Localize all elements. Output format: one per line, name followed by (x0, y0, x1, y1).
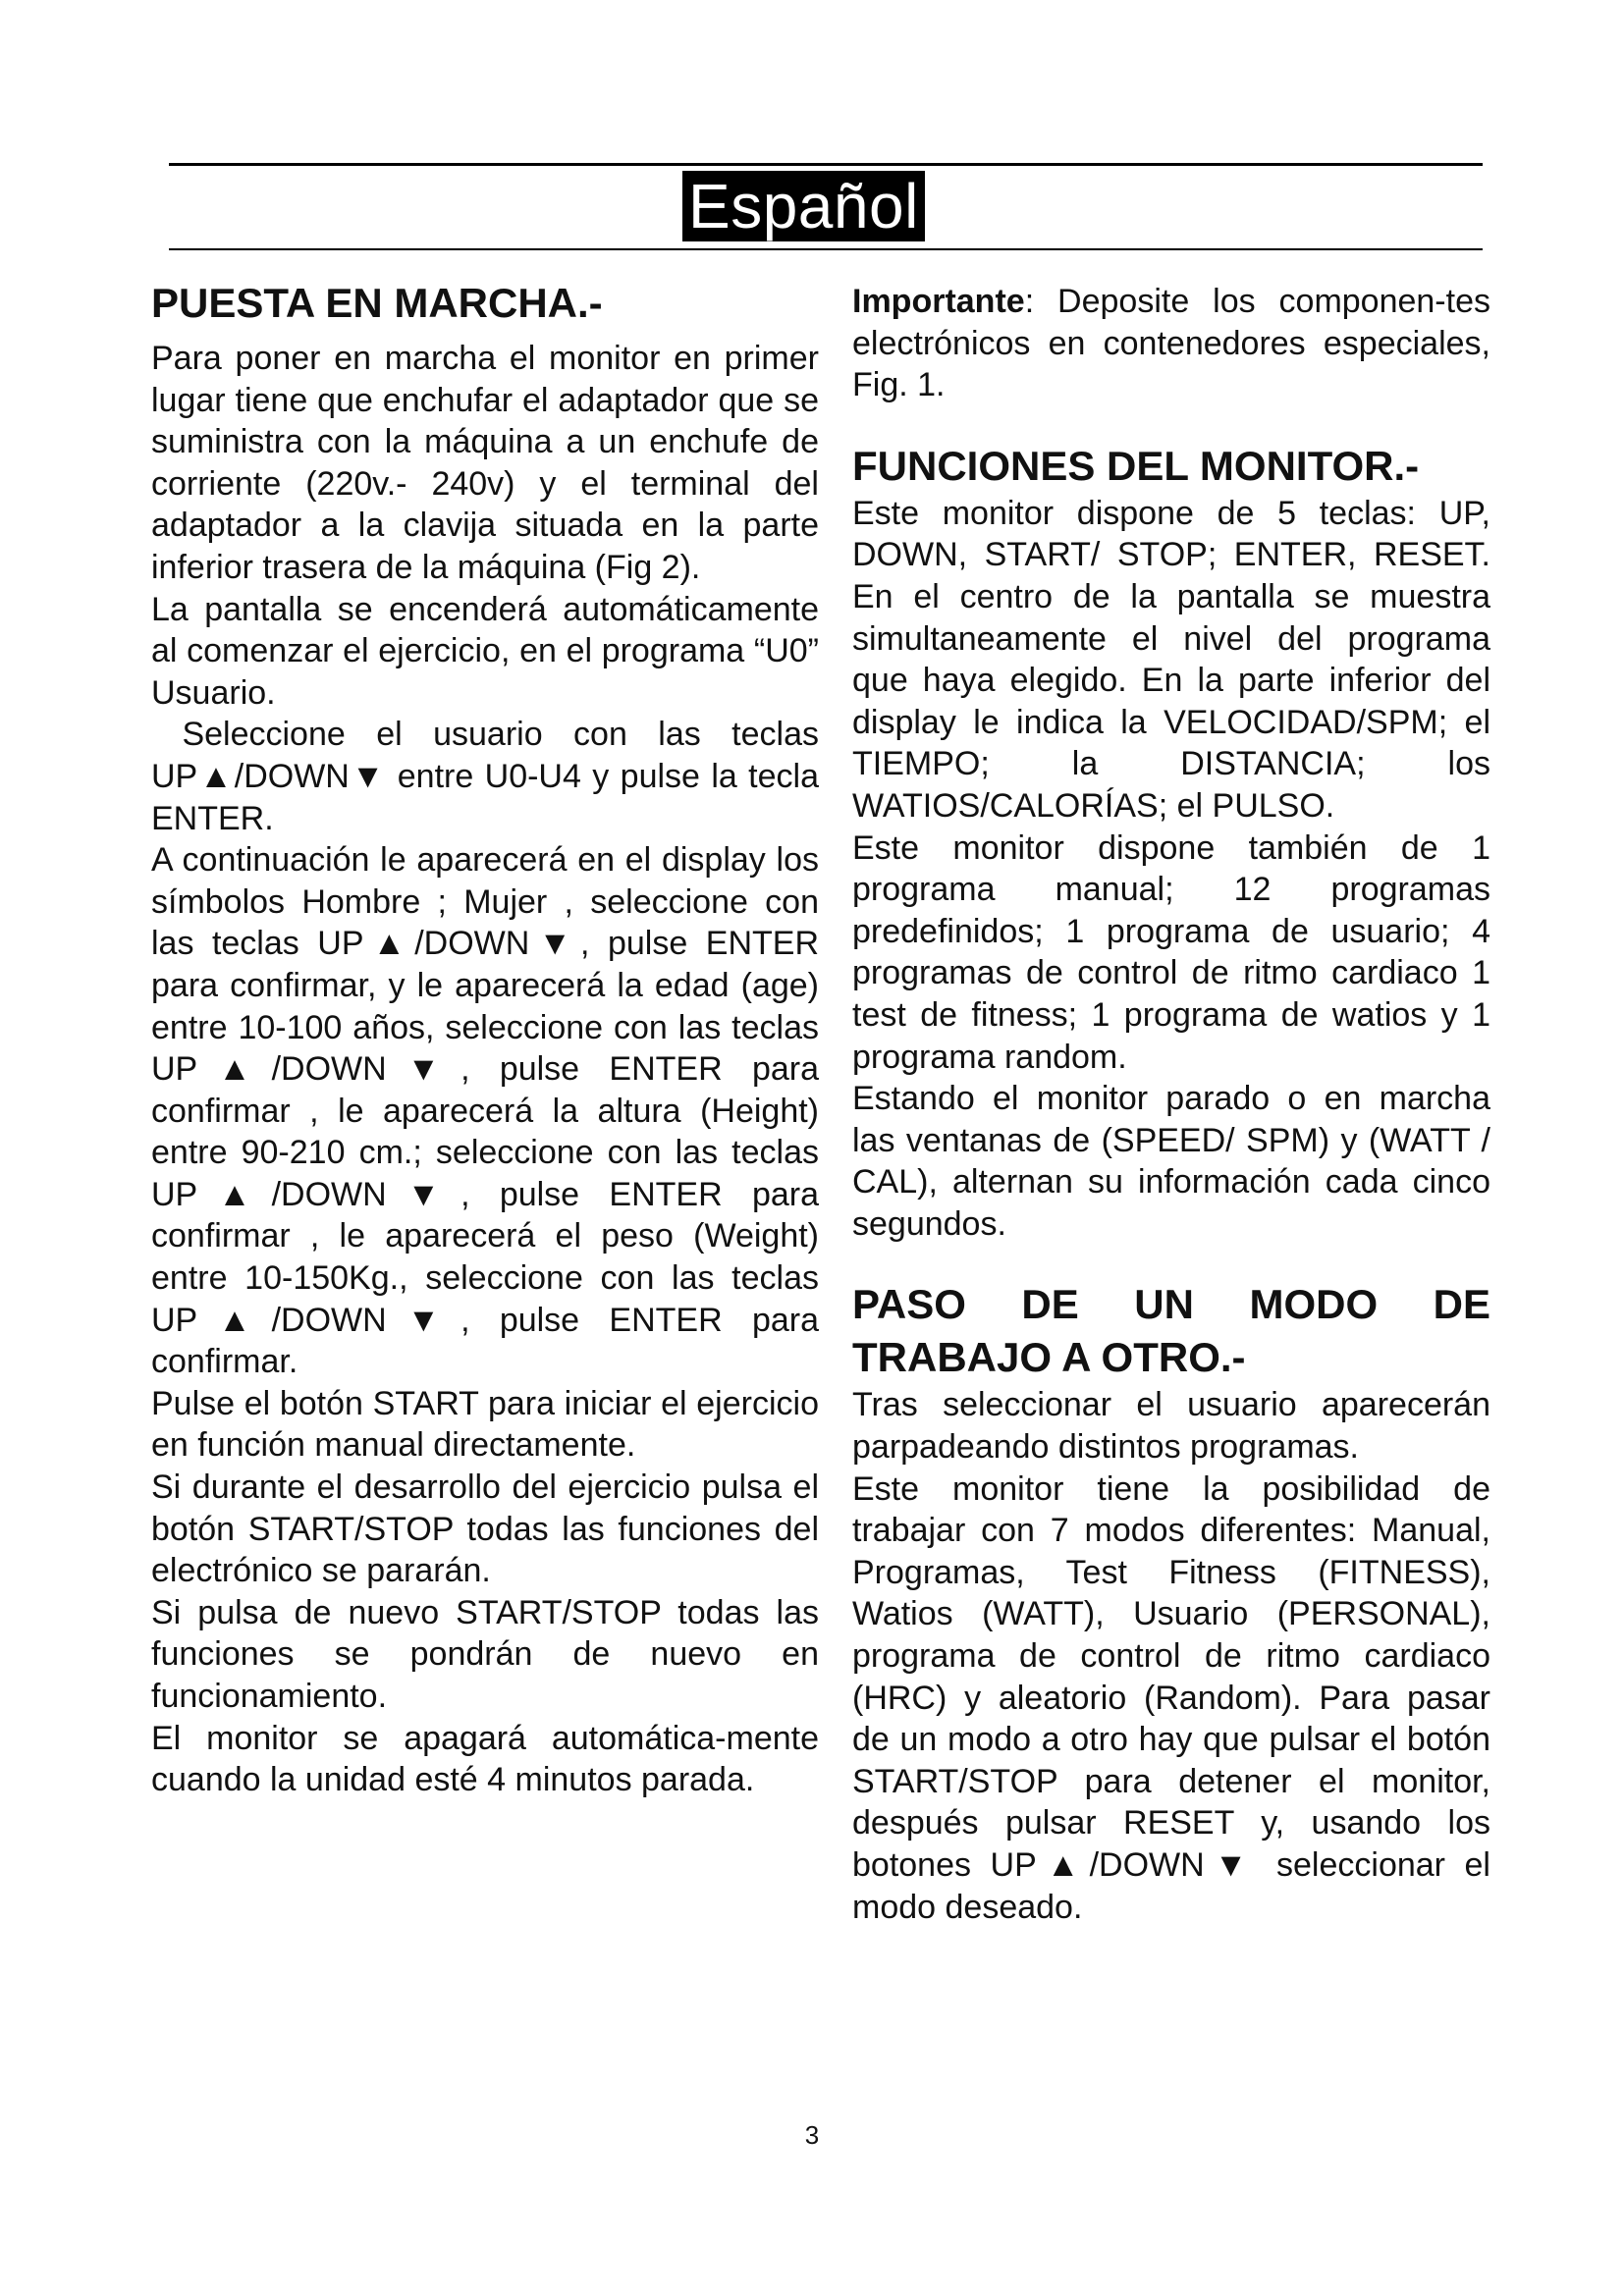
paragraph: Estando el monitor parado o en marcha las ventanas de (SPEED/ SPM) y (WATT / CAL), alternan su información cada cinco segundos. (852, 1080, 1490, 1243)
paragraph: El monitor se apagará automática-mente cuando la unidad esté 4 minutos parada. (151, 1719, 819, 1799)
paragraph: Este monitor tiene la posibilidad de trabajar con 7 modos diferentes: Manual, Programas, Test Fitness (FITNESS), Watios (WATT), Usuario (PERSONAL), programa de control de ritmo cardiaco (HRC) y aleatorio (Random). Para pasar de un modo a otro hay que pulsar el botón START/STOP para detener el monitor, después pulsar RESET y, usando los botones UP▲/DOWN▼ seleccionar el modo deseado. (852, 1469, 1490, 1926)
header-top-rule (169, 163, 1483, 166)
paragraph: A continuación le aparecerá en el display los símbolos Hombre ; Mujer , seleccione con las teclas UP▲/DOWN▼, pulse ENTER para confirmar, y le aparecerá la edad (age) entre 10-100 años, seleccione con las teclas UP▲/DOWN▼, pulse ENTER para confirmar , le aparecerá la altura (Height) entre 90-210 cm.; seleccione con las teclas UP▲/DOWN▼, pulse ENTER para confirmar , le aparecerá el peso (Weight) entre 10-150Kg., seleccione con las teclas UP▲/DOWN▼, pulse ENTER para confirmar. (151, 841, 819, 1381)
important-text: : Deposite los componen-tes electrónicos en contenedores especiales, Fig. 1. (852, 283, 1490, 404)
right-column (852, 277, 1490, 1928)
paragraph: Si durante el desarrollo del ejercicio pulsa el botón START/STOP todas las funciones del electrónico se pararán. (151, 1468, 819, 1590)
paragraph: Este monitor dispone también de 1 programa manual; 12 programas predefinidos; 1 programa de usuario; 4 programas de control de ritmo cardiaco 1 test de fitness; 1 programa de watios y 1 programa random. (852, 828, 1490, 1076)
paragraph: La pantalla se encenderá automáticamente al comenzar el ejercicio, en el programa “U0” Usuario. (151, 590, 819, 712)
paragraph: Si pulsa de nuevo START/STOP todas las funciones se pondrán de nuevo en funcionamiento. (151, 1593, 819, 1715)
paragraph: Seleccione el usuario con las teclas UP▲/DOWN▼ entre U0-U4 y pulse la tecla ENTER. (151, 716, 829, 837)
section-heading-funciones-del-monitor: FUNCIONES DEL MONITOR.- (852, 442, 1420, 489)
important-note (852, 281, 1490, 406)
paragraph: Pulse el botón START para iniciar el ejercicio en función manual directamente. (151, 1384, 819, 1465)
header-bottom-rule (169, 248, 1483, 250)
paragraph: Tras seleccionar el usuario aparecerán parpadeando distintos programas. (852, 1386, 1490, 1467)
important-label: Importante (852, 283, 1025, 320)
section-heading-puesta-en-marcha: PUESTA EN MARCHA.- (151, 280, 603, 326)
language-label: Español (682, 171, 925, 241)
paragraph: Este monitor dispone de 5 teclas: UP, DOWN, START/ STOP; ENTER, RESET. En el centro de la pantalla se muestra simultaneamente el nivel del programa que haya elegido. En la parte inferior del display le indica la VELOCIDAD/SPM; el TIEMPO; la DISTANCIA; los WATIOS/CALORÍAS; el PULSO. (852, 494, 1490, 825)
section-heading-paso-de-un-modo: PASO DE UN MODO DE TRABAJO A OTRO.- (852, 1281, 1490, 1381)
left-column (151, 277, 829, 1801)
paragraph: Para poner en marcha el monitor en primer lugar tiene que enchufar el adaptador que se suministra con la máquina a un enchufe de corriente (220v.- 240v) y el terminal del adaptador a la clavija situada en la parte inferior trasera de la máquina (Fig 2). (151, 340, 819, 586)
page-number: 3 (804, 2120, 820, 2150)
